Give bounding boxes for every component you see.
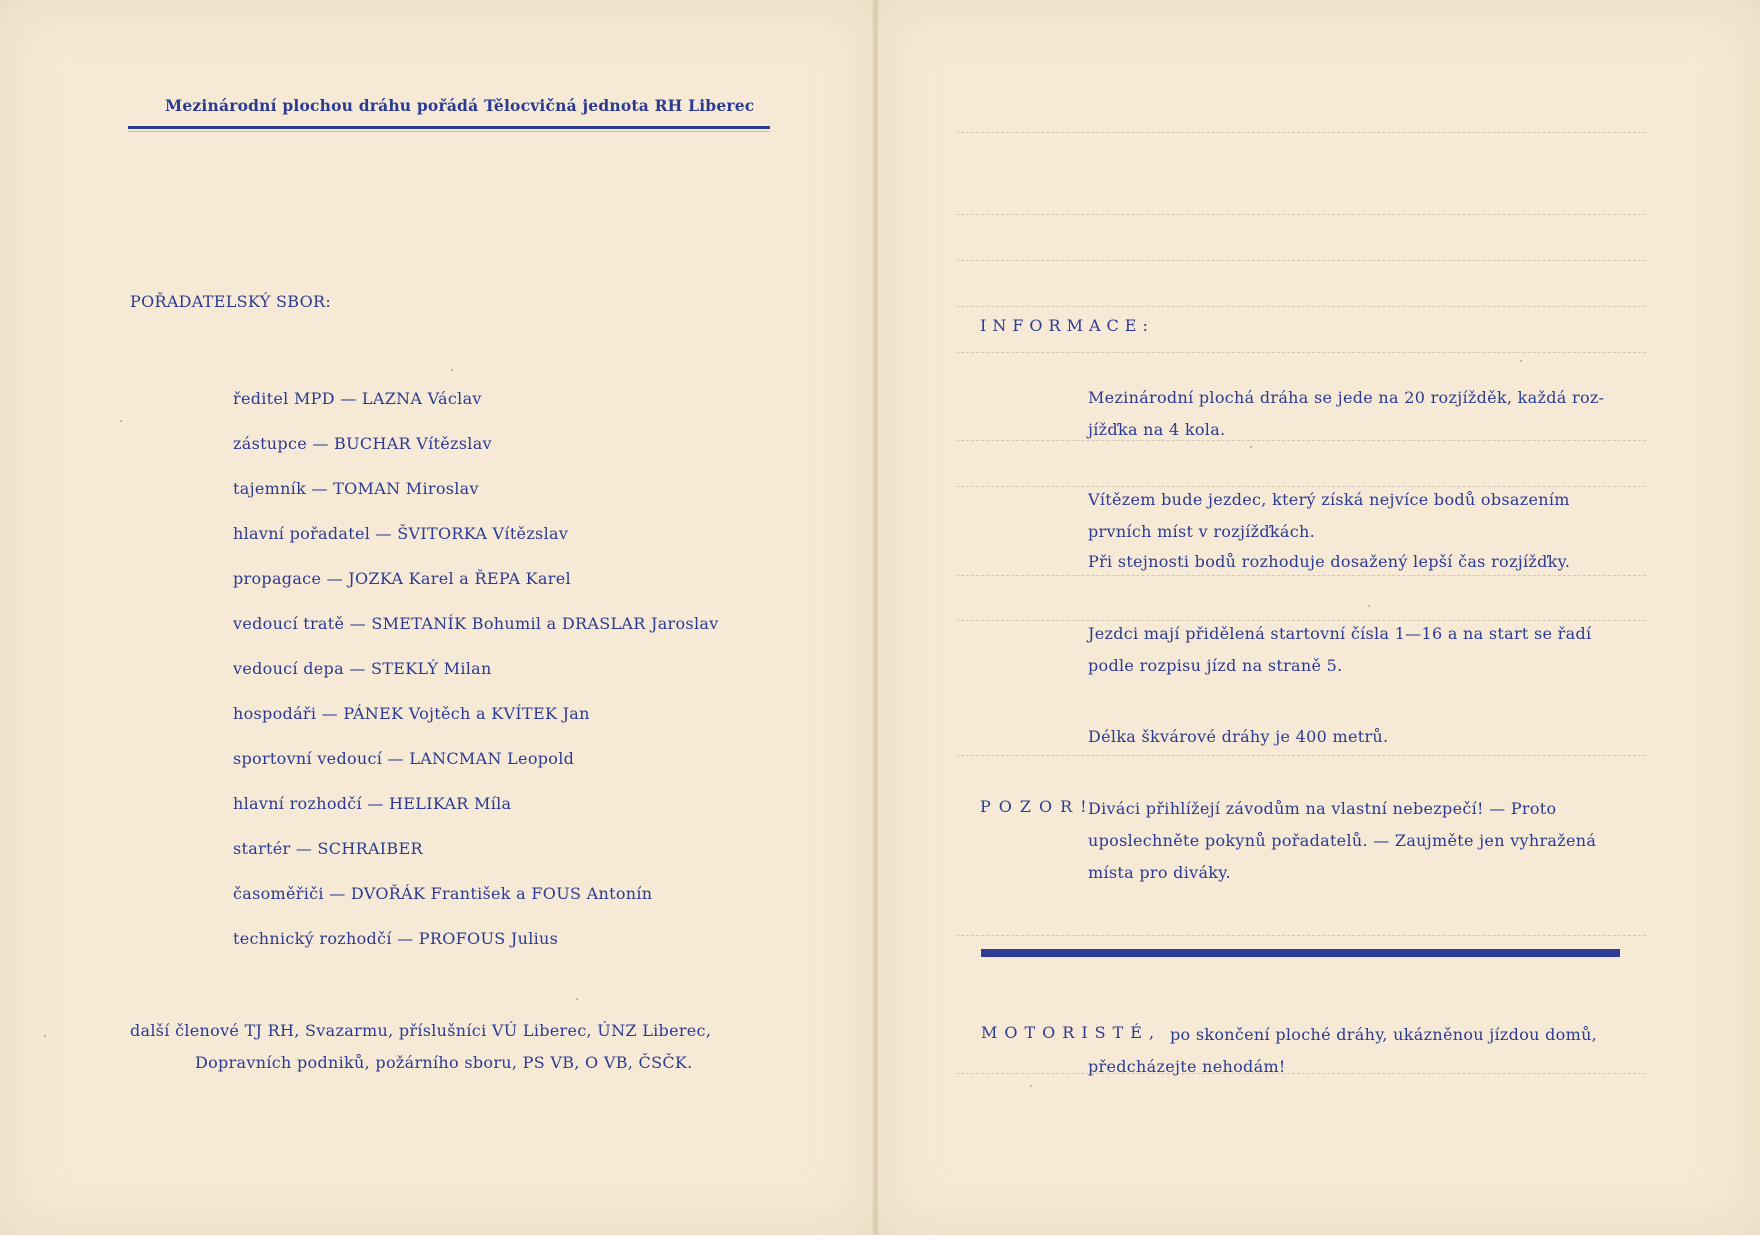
motorist-label: MOTORISTÉ, [981,1023,1162,1042]
committee-heading: POŘADATELSKÝ SBOR: [130,292,332,311]
committee-item: vedoucí depa — STEKLÝ Milan [233,659,492,678]
committee-item: hospodáři — PÁNEK Vojtěch a KVÍTEK Jan [233,704,590,723]
header-rule-shadow [128,131,770,132]
info-winner: Vítězem bude jezdec, který získá nejvíce bodů obsazením prvních míst v rozjížďkách. [1088,490,1570,541]
committee-item: technický rozhodčí — PROFOUS Julius [233,929,559,948]
header-rule [128,126,770,129]
info-track-length: Délka škvárové dráhy je 400 metrů. [1088,727,1389,746]
committee-item: propagace — JOZKA Karel a ŘEPA Karel [233,569,571,588]
left-page [0,0,874,1235]
motorist-text: po skončení ploché dráhy, ukázněnou jízdou domů, [1170,1025,1598,1044]
motorist-text-continued: předcházejte nehodám! [1088,1057,1286,1076]
committee-item: startér — SCHRAIBER [233,839,423,858]
committee-list [233,386,719,971]
committee-item: hlavní pořadatel — ŠVITORKA Vítězslav [233,524,569,543]
other-members-line1: další členové TJ RH, Svazarmu, příslušníci VÚ Liberec, ÚNZ Liberec, [130,1021,712,1040]
warning-label: POZOR! [980,797,1095,816]
committee-item: ředitel MPD — LAZNA Václav [233,389,482,408]
committee-item: sportovní vedoucí — LANCMAN Leopold [233,749,575,768]
info-heading: INFORMACE: [980,316,1154,335]
warning-text: Diváci přihlížejí závodům na vlastní nebezpečí! — Proto uposlechněte pokynů pořadatelů. — Zaujměte jen vyhražená místa pro diváky. [1088,799,1597,882]
info-start-numbers: Jezdci mají přidělená startovní čísla 1—16 a na start se řadí podle rozpisu jízd na straně 5. [1088,624,1592,675]
committee-item: tajemník — TOMAN Miroslav [233,479,479,498]
other-members-line2: Dopravních podniků, požárního sboru, PS VB, O VB, ČSČK. [195,1053,693,1072]
organizer-header: Mezinárodní plochou dráhu pořádá Tělocvičná jednota RH Liberec [165,96,755,115]
divider-bar [981,949,1620,957]
info-heats: Mezinárodní plochá dráha se jede na 20 rozjížděk, každá roz- jížďka na 4 kola. [1088,388,1605,439]
committee-item: časoměřiči — DVOŘÁK František a FOUS Antonín [233,884,653,903]
committee-item: zástupce — BUCHAR Vítězslav [233,434,492,453]
committee-item: hlavní rozhodčí — HELIKAR Míla [233,794,512,813]
committee-item: vedoucí tratě — SMETANÍK Bohumil a DRASLAR Jaroslav [233,614,719,633]
info-tiebreak: Při stejnosti bodů rozhoduje dosažený lepší čas rozjížďky. [1088,552,1571,571]
other-members [130,1015,770,1079]
